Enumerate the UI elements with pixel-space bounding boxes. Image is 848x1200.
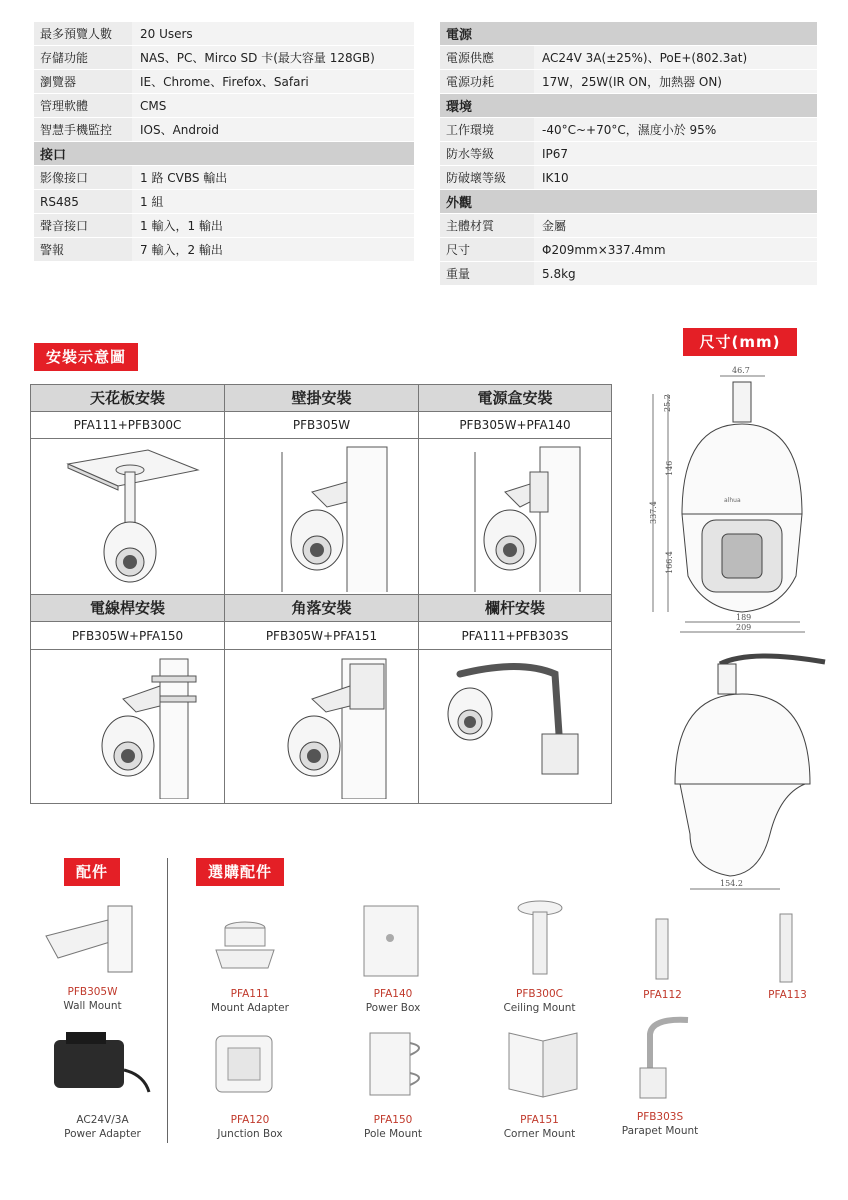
dim-c-label: 166.4 <box>665 551 674 574</box>
optional-name: Corner Mount <box>503 1128 576 1140</box>
optional-model: PFB300C <box>516 988 563 1000</box>
spec-key: 電源功耗 <box>440 70 534 94</box>
optional-name: Mount Adapter <box>211 1002 289 1014</box>
extension-pole-long-icon <box>774 910 798 985</box>
install-model: PFA111+PFB303S <box>419 622 611 650</box>
spec-value: 1 路 CVBS 輸出 <box>132 166 414 190</box>
spec-value: IOS、Android <box>132 118 414 142</box>
install-head: 天花板安裝 <box>31 385 225 412</box>
spec-key: 尺寸 <box>440 238 534 262</box>
optional-accessories-title: 選購配件 <box>196 858 284 886</box>
dim-w3-label: 154.2 <box>720 879 743 888</box>
spec-key: 主體材質 <box>440 214 534 238</box>
extension-pole-short-icon <box>650 915 674 983</box>
spec-row <box>34 190 414 214</box>
accessory-label <box>45 1113 160 1141</box>
camera-logo: alhua <box>724 497 741 504</box>
dim-b-label: 146 <box>665 460 674 476</box>
optional-name: Junction Box <box>217 1128 283 1140</box>
install-model: PFA111+PFB300C <box>31 412 225 439</box>
spec-row <box>440 262 817 286</box>
install-model: PFB305W+PFA150 <box>31 622 225 650</box>
mount-adapter-icon <box>210 910 280 980</box>
spec-value: 5.8kg <box>534 262 817 286</box>
optional-label <box>338 1113 448 1141</box>
spec-key: 聲音接口 <box>34 214 132 238</box>
power-adapter-icon <box>44 1030 154 1095</box>
spec-row <box>34 166 414 190</box>
spec-row <box>440 118 817 142</box>
spec-key: 重量 <box>440 262 534 286</box>
spec-key: 工作環境 <box>440 118 534 142</box>
spec-row <box>440 46 817 70</box>
section-divider <box>167 858 168 1143</box>
junction-box-icon <box>210 1030 280 1100</box>
spec-row <box>34 70 414 94</box>
ceiling-install-illustration <box>31 439 225 595</box>
optional-model: PFA112 <box>643 989 682 1001</box>
dim-w2-label: 209 <box>736 623 752 632</box>
corner-mount-product-icon <box>503 1025 581 1100</box>
spec-key: 防破壞等級 <box>440 166 534 190</box>
spec-value: 1 輸入，1 輸出 <box>132 214 414 238</box>
optional-name: Power Box <box>365 1002 421 1014</box>
accessories-title: 配件 <box>64 858 120 886</box>
spec-value: 7 輸入，2 輸出 <box>132 238 414 262</box>
spec-value: -40°C~+70°C，濕度小於 95% <box>534 118 817 142</box>
optional-model: PFA111 <box>230 988 270 1000</box>
spec-key: 管理軟體 <box>34 94 132 118</box>
spec-row <box>440 238 817 262</box>
pole-mount-icon <box>48 654 208 799</box>
wall-mount-icon <box>242 442 402 592</box>
spec-row <box>34 46 414 70</box>
spec-key: 瀏覽器 <box>34 70 132 94</box>
wall-mount-product-icon <box>38 900 138 980</box>
spec-value: NAS、PC、Mirco SD 卡(最大容量 128GB) <box>132 46 414 70</box>
parapet-install-illustration <box>419 650 611 803</box>
dimensions-title: 尺寸(mm) <box>683 328 797 356</box>
spec-row <box>440 166 817 190</box>
accessory-model: PFB305W <box>67 986 118 998</box>
spec-key: 最多預覽人數 <box>34 22 132 46</box>
parapet-mount-icon <box>430 654 600 799</box>
dim-total-label: 337.4 <box>649 501 658 524</box>
optional-name: Pole Mount <box>363 1128 422 1140</box>
spec-value: 金屬 <box>534 214 817 238</box>
accessory-name: Power Adapter <box>64 1128 141 1140</box>
spec-value: AC24V 3A(±25%)、PoE+(802.3at) <box>534 46 817 70</box>
ceiling-mount-icon <box>48 442 208 592</box>
spec-value: IK10 <box>534 166 817 190</box>
optional-model: PFA150 <box>373 1114 413 1126</box>
parapet-mount-product-icon <box>628 1012 698 1102</box>
section-header-environment: 環境 <box>440 94 817 118</box>
accessory-label <box>35 985 150 1013</box>
power-box-install-illustration <box>419 439 611 595</box>
spec-value: 17W，25W(IR ON，加熱器 ON) <box>534 70 817 94</box>
dim-a-label: 25.2 <box>663 394 672 412</box>
spec-key: 智慧手機監控 <box>34 118 132 142</box>
optional-label <box>482 987 597 1015</box>
optional-label <box>338 987 448 1015</box>
optional-label <box>482 1113 597 1141</box>
spec-row <box>34 94 414 118</box>
optional-label <box>195 987 305 1015</box>
section-header-appearance: 外觀 <box>440 190 817 214</box>
spec-value: CMS <box>132 94 414 118</box>
install-head: 電線桿安裝 <box>31 595 225 622</box>
spec-row <box>34 22 414 46</box>
install-head: 欄杆安裝 <box>419 595 611 622</box>
spec-value: 1 組 <box>132 190 414 214</box>
spec-key: 防水等級 <box>440 142 534 166</box>
optional-model: PFA151 <box>520 1114 559 1126</box>
spec-value: IE、Chrome、Firefox、Safari <box>132 70 414 94</box>
install-grid <box>30 384 612 804</box>
spec-value: IP67 <box>534 142 817 166</box>
optional-model: PFA113 <box>768 989 807 1001</box>
spec-row <box>34 214 414 238</box>
optional-label <box>610 1110 710 1138</box>
optional-model: PFA120 <box>230 1114 270 1126</box>
pole-mount-product-icon <box>360 1025 430 1100</box>
optional-label <box>745 988 830 1002</box>
corner-mount-icon <box>242 654 402 799</box>
optional-model: PFA140 <box>373 988 413 1000</box>
install-model: PFB305W <box>225 412 419 439</box>
spec-value: 20 Users <box>132 22 414 46</box>
install-model: PFB305W+PFA140 <box>419 412 611 439</box>
install-title: 安裝示意圖 <box>34 343 138 371</box>
install-head: 角落安裝 <box>225 595 419 622</box>
spec-row <box>34 238 414 262</box>
install-head: 壁掛安裝 <box>225 385 419 412</box>
optional-label <box>195 1113 305 1141</box>
power-box-icon <box>360 902 425 980</box>
dim-top-label: 46.7 <box>732 366 750 375</box>
optional-model: PFB303S <box>636 1111 684 1123</box>
corner-install-illustration <box>225 650 419 803</box>
left-spec-table <box>34 22 414 262</box>
wall-install-illustration <box>225 439 419 595</box>
optional-name: Ceiling Mount <box>503 1002 576 1014</box>
dimension-drawing <box>620 364 835 894</box>
optional-label <box>620 988 705 1002</box>
spec-key: RS485 <box>34 190 132 214</box>
spec-row <box>440 214 817 238</box>
spec-key: 電源供應 <box>440 46 534 70</box>
section-header-interface: 接口 <box>34 142 414 166</box>
spec-row <box>440 70 817 94</box>
optional-name: Parapet Mount <box>621 1125 699 1137</box>
right-spec-table <box>440 22 817 286</box>
spec-key: 影像接口 <box>34 166 132 190</box>
spec-row <box>34 118 414 142</box>
pole-install-illustration <box>31 650 225 803</box>
accessory-model: AC24V/3A <box>76 1114 129 1126</box>
ceiling-mount-product-icon <box>510 898 570 978</box>
accessory-name: Wall Mount <box>63 1000 122 1012</box>
spec-key: 警報 <box>34 238 132 262</box>
dim-w1-label: 189 <box>736 613 752 622</box>
spec-key: 存儲功能 <box>34 46 132 70</box>
install-model: PFB305W+PFA151 <box>225 622 419 650</box>
power-box-mount-icon <box>435 442 595 592</box>
spec-row <box>440 142 817 166</box>
install-head: 電源盒安裝 <box>419 385 611 412</box>
section-header-power: 電源 <box>440 22 817 46</box>
spec-value: Φ209mm×337.4mm <box>534 238 817 262</box>
